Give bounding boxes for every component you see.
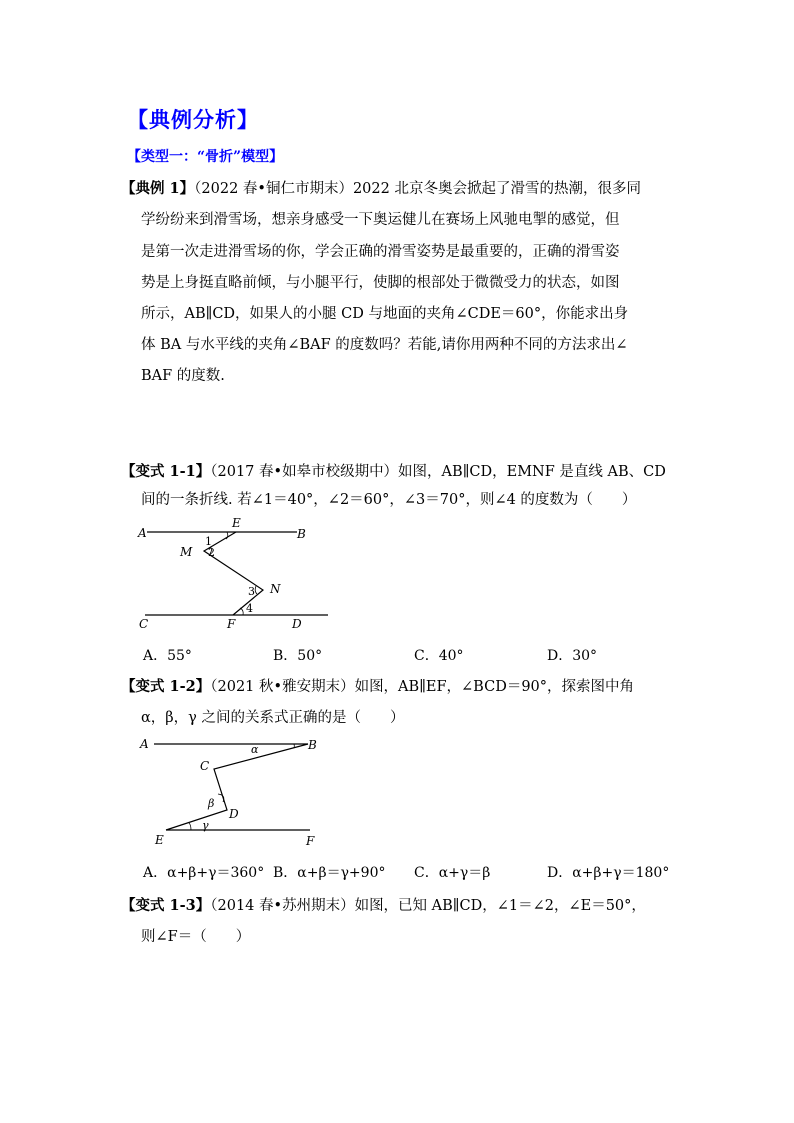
example1-line-6: 体 BA 与水平线的夹角∠BAF 的度数吗？若能,请你用两种不同的方法求出∠ (141, 337, 628, 353)
fig12-angle-alpha: α (251, 743, 259, 756)
type-title: 【类型一：“骨折”模型】 (127, 149, 284, 165)
variant11-option-d: D．30° (547, 648, 598, 664)
example1-line-1: 【典例 1】（2022 春•铜仁市期末）2022 北京冬奥会掀起了滑雪的热潮，很多同 (121, 180, 641, 197)
fig12-label-D: D (229, 807, 239, 821)
variant12-option-d: D．α+β+γ＝180° (547, 865, 670, 881)
fig12-label-A: A (140, 737, 149, 751)
section-title: 【典例分析】 (127, 107, 259, 132)
example1-line-7: BAF 的度数. (141, 368, 225, 384)
variant12-option-b: B．α+β＝γ+90° (273, 865, 386, 881)
fig12-label-F: F (306, 834, 315, 848)
fig11-angle-1: 1 (205, 535, 212, 548)
fig11-label-D: D (292, 617, 302, 631)
variant12-line-2: α，β，γ 之间的关系式正确的是（ ） (141, 710, 405, 726)
variant13-label: 【变式 1-3】 (121, 897, 211, 914)
fig12-label-E: E (155, 833, 164, 847)
example1-label: 【典例 1】 (121, 180, 195, 197)
fig11-label-A: A (138, 526, 147, 540)
variant12-line-1: 【变式 1-2】（2021 秋•雅安期末）如图，AB∥EF，∠BCD＝90°，探索图中角 (121, 678, 635, 695)
fig12-angle-gamma: γ (202, 819, 209, 832)
example1-line-5: 所示，AB∥CD，如果人的小腿 CD 与地面的夹角∠CDE＝60°，你能求出身 (141, 306, 629, 322)
variant12-figure (130, 730, 340, 852)
fig11-label-C: C (139, 617, 149, 631)
variant12-option-c: C．α+γ＝β (414, 865, 491, 881)
variant11-line-2: 间的一条折线. 若∠1＝40°，∠2＝60°，∠3＝70°，则∠4 的度数为（ ） (141, 492, 637, 508)
variant13-line-2: 则∠F＝（ ） (141, 929, 251, 945)
fig11-label-N: N (270, 582, 281, 596)
fig11-label-B: B (297, 527, 306, 541)
fig11-label-F: F (227, 617, 236, 631)
variant11-option-a: A．55° (143, 648, 192, 664)
variant11-option-b: B．50° (273, 648, 323, 664)
example1-line-2: 学纷纷来到滑雪场，想亲身感受一下奥运健儿在赛场上风驰电掣的感觉，但 (141, 212, 620, 228)
fig12-angle-beta: β (208, 797, 215, 810)
variant11-label: 【变式 1-1】 (121, 463, 211, 480)
fig12-label-C: C (200, 759, 210, 773)
fig11-angle-4: 4 (246, 602, 253, 615)
variant13-line-1: 【变式 1-3】（2014 春•苏州期末）如图，已知 AB∥CD，∠1＝∠2，∠E＝50°， (121, 897, 646, 914)
fig11-label-E: E (232, 516, 241, 530)
variant11-figure (130, 512, 340, 637)
fig11-angle-2: 2 (208, 546, 215, 559)
variant11-option-c: C．40° (414, 648, 464, 664)
fig11-angle-3: 3 (248, 585, 255, 598)
variant12-label: 【变式 1-2】 (121, 678, 211, 695)
variant11-line-1: 【变式 1-1】（2017 春•如皋市校级期中）如图，AB∥CD，EMNF 是直线 AB、CD (121, 463, 666, 480)
fig12-label-B: B (308, 738, 317, 752)
fig11-label-M: M (180, 545, 193, 559)
example1-line-4: 势是上身挺直略前倾，与小腿平行，使脚的根部处于微微受力的状态，如图 (141, 275, 620, 291)
example1-line-3: 是第一次走进滑雪场的你，学会正确的滑雪姿势是最重要的，正确的滑雪姿 (141, 244, 620, 260)
variant12-option-a: A．α+β+γ＝360° (143, 865, 265, 881)
